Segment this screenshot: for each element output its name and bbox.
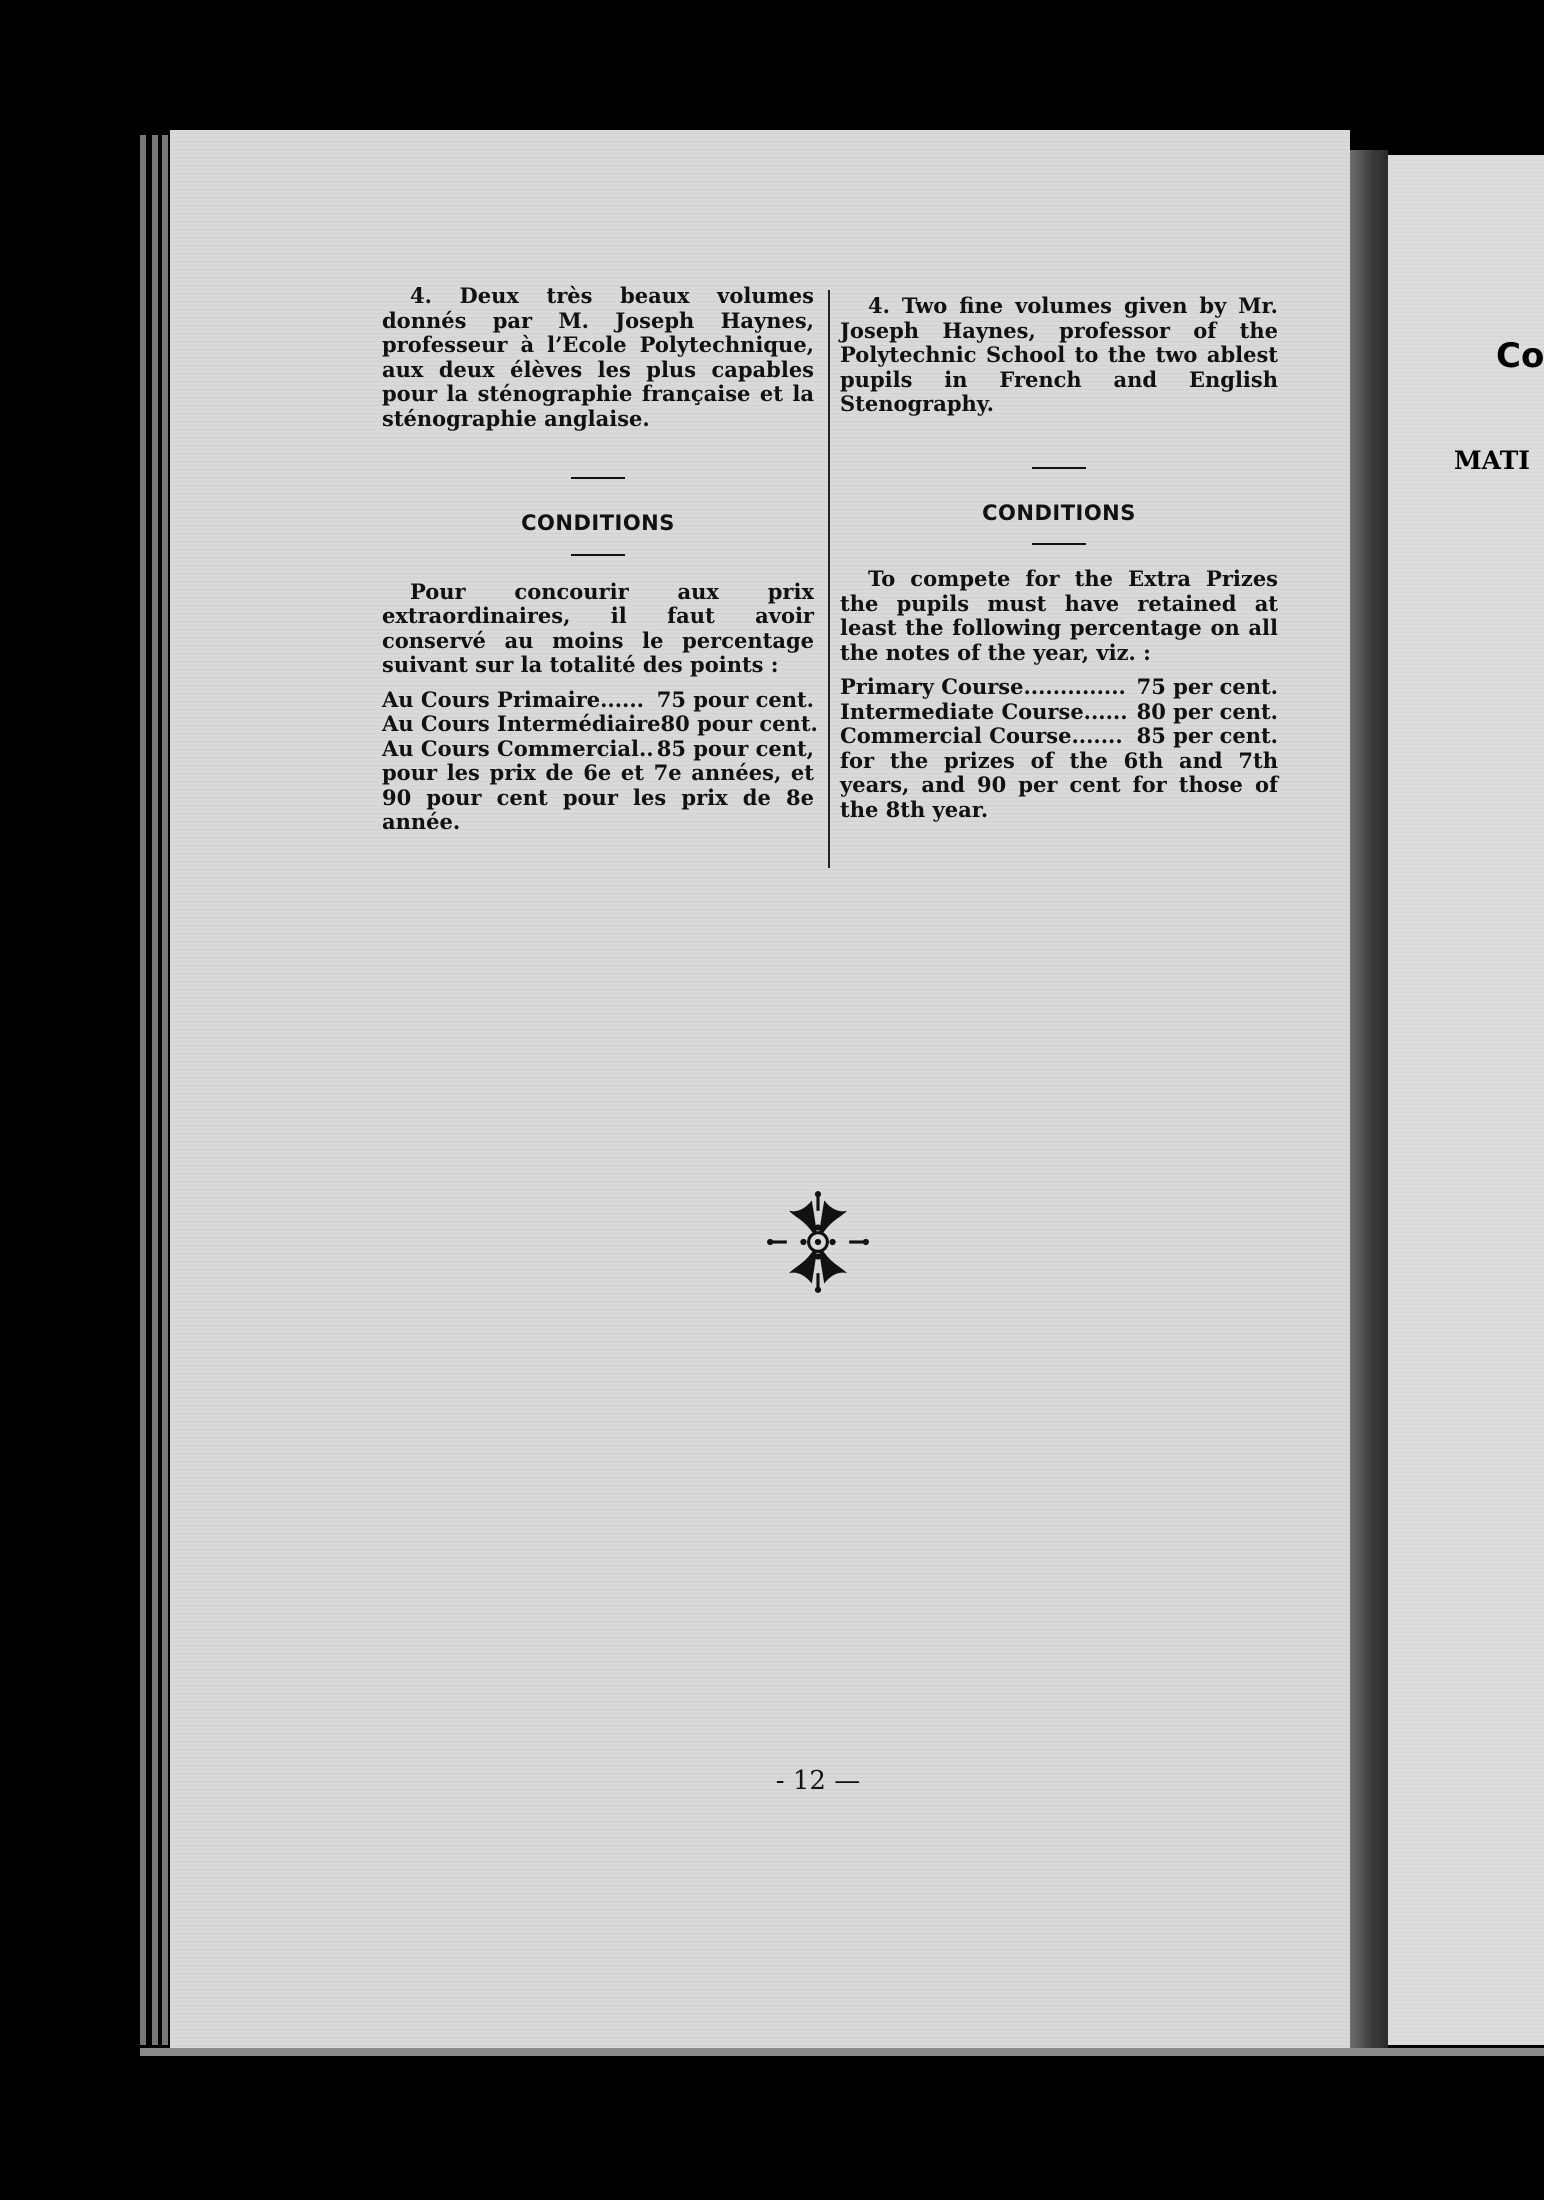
list-item — [382, 711, 818, 737]
page-edge — [162, 135, 168, 2045]
page-edge — [152, 135, 158, 2045]
english-prize-item: 4. Two fine volumes given by Mr. Joseph Haynes, professor of the Polytechnic School to the two ablest pupils in French and English Stenography. — [840, 293, 1278, 416]
french-conditions-tail: pour les prix de 6e et 7e années, et 90 pour cent pour les prix de 8e année. — [382, 760, 814, 834]
right-page-title: Co — [1496, 336, 1544, 376]
list-item — [840, 724, 1278, 749]
french-conditions-intro: Pour concourir aux prix extraordinaires, il faut avoir conservé au moins le percentage suivant sur la totalité des points : — [382, 578, 814, 677]
french-column — [382, 283, 818, 835]
french-percentage-list — [382, 686, 818, 762]
list-item — [382, 688, 814, 713]
english-conditions-heading: CONDITIONS — [982, 500, 1136, 525]
course-percentage: 85 per cent. — [1136, 723, 1278, 748]
page-edge — [140, 135, 146, 2045]
course-label: Commercial Course....... — [840, 723, 1123, 748]
course-percentage: 85 pour cent, — [656, 735, 814, 761]
english-percentage-list — [840, 675, 1278, 749]
course-label: Au Cours Primaire...... — [382, 686, 644, 712]
course-percentage: 80 per cent. — [1136, 698, 1278, 724]
course-percentage: 75 per cent. — [1136, 674, 1278, 699]
page-bottom-edge — [140, 2048, 1544, 2056]
english-conditions-tail: for the prizes of the 6th and 7th years, and 90 per cent for those of the 8th year. — [840, 747, 1278, 822]
french-conditions-heading: CONDITIONS — [521, 511, 675, 535]
right-page — [1388, 155, 1544, 2045]
english-conditions-intro: To compete for the Extra Prizes the pupils must have retained at least the following percentage on all the notes of the year, viz. : — [840, 566, 1278, 665]
course-percentage: 75 pour cent. — [656, 686, 814, 712]
course-percentage: 80 pour cent. — [660, 711, 818, 736]
french-prize-item: 4. Deux très beaux volumes donnés par M. Joseph Haynes, professeur à l’Ecole Polytechnique, aux deux élèves les plus capables pour la sténographie française et la sténographie anglaise. — [382, 283, 814, 431]
page-number: - 12 — — [775, 1766, 861, 1796]
list-item — [840, 700, 1278, 725]
floral-ornament-icon — [766, 1190, 870, 1294]
list-item — [840, 675, 1278, 700]
course-label: Primary Course.............. — [840, 674, 1126, 699]
right-page-subtitle: MATI — [1454, 446, 1531, 475]
course-label: Au Cours Intermédiaire — [382, 711, 661, 736]
english-column — [840, 294, 1278, 822]
column-divider — [828, 290, 830, 868]
course-label: Intermediate Course...... — [840, 698, 1128, 724]
course-label: Au Cours Commercial.. — [382, 735, 654, 761]
book-binding — [1350, 150, 1388, 2055]
list-item — [382, 737, 814, 762]
